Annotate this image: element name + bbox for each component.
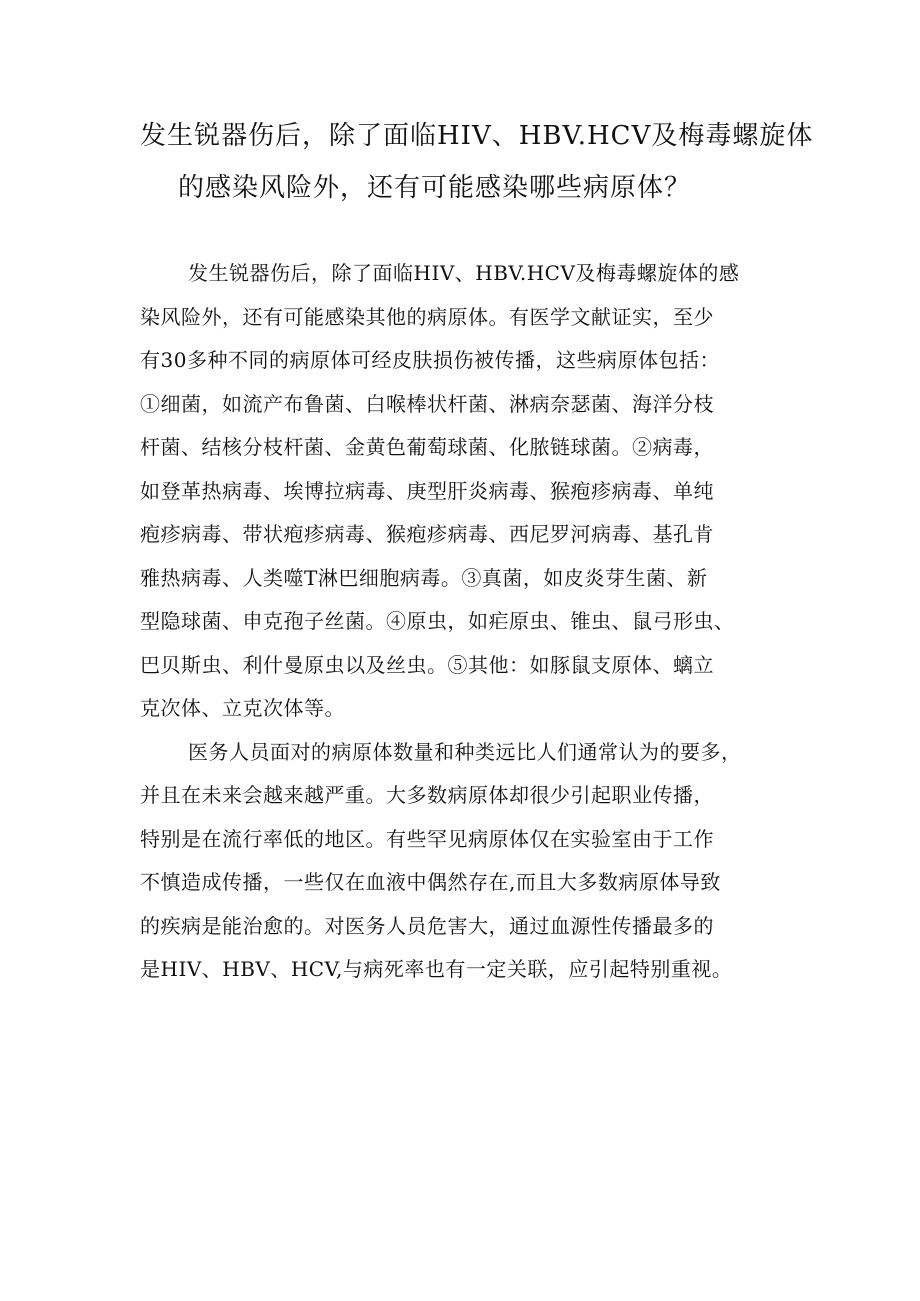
text-line: 发生锐器伤后，除了面临HIV、HBV.HCV及梅毒螺旋体的感 [188,261,740,285]
title-line: 的感染风险外，还有可能感染哪些病原体？ [178,173,692,203]
document-body [140,252,800,992]
text-line: 不慎造成传播，一些仅在血液中偶然存在,而且大多数病原体导致 [140,870,721,894]
document-title [140,110,814,214]
text-line: 并且在未来会越来越严重。大多数病原体却很少引起职业传播， [140,783,714,807]
text-line: 是HIV、HBV、HCV,与病死率也有一定关联，应引起特别重视。 [140,957,733,981]
paragraph-risk-summary [140,731,800,992]
text-line: 杆菌、结核分枝杆菌、金黄色葡萄球菌、化脓链球菌。②病毒， [140,435,714,459]
text-line: 巴贝斯虫、利什曼原虫以及丝虫。⑤其他：如豚鼠支原体、螭立 [140,652,714,677]
text-line: ①细菌，如流产布鲁菌、白喉棒状杆菌、淋病奈瑟菌、海洋分枝 [140,391,714,416]
text-line: 特别是在流行率低的地区。有些罕见病原体仅在实验室由于工作 [140,826,714,851]
text-line: 雅热病毒、人类噬T淋巴细胞病毒。③真菌，如皮炎芽生菌、新 [140,565,708,590]
text-line: 染风险外，还有可能感染其他的病原体。有医学文献证实，至少 [140,304,714,329]
text-line: 型隐球菌、申克孢子丝菌。④原虫，如疟原虫、锥虫、鼠弓形虫、 [140,609,735,633]
paragraph-pathogen-list [140,252,800,731]
text-line: 如登革热病毒、埃博拉病毒、庚型肝炎病毒、猴疱疹病毒、单纯 [140,478,714,503]
title-line: 发生锐器伤后，除了面临HIV、HBV.HCV及梅毒螺旋体 [140,121,814,151]
text-line: 医务人员面对的病原体数量和种类远比人们通常认为的要多， [188,739,742,764]
text-line: 克次体、立克次体等。 [140,696,345,720]
text-line: 疱疹病毒、带状疱疹病毒、猴疱疹病毒、西尼罗河病毒、基孔肯 [140,522,714,546]
text-line: 有30多种不同的病原体可经皮肤损伤被传播，这些病原体包括： [140,348,720,372]
text-line: 的疾病是能治愈的。对医务人员危害大，通过血源性传播最多的 [140,913,714,938]
